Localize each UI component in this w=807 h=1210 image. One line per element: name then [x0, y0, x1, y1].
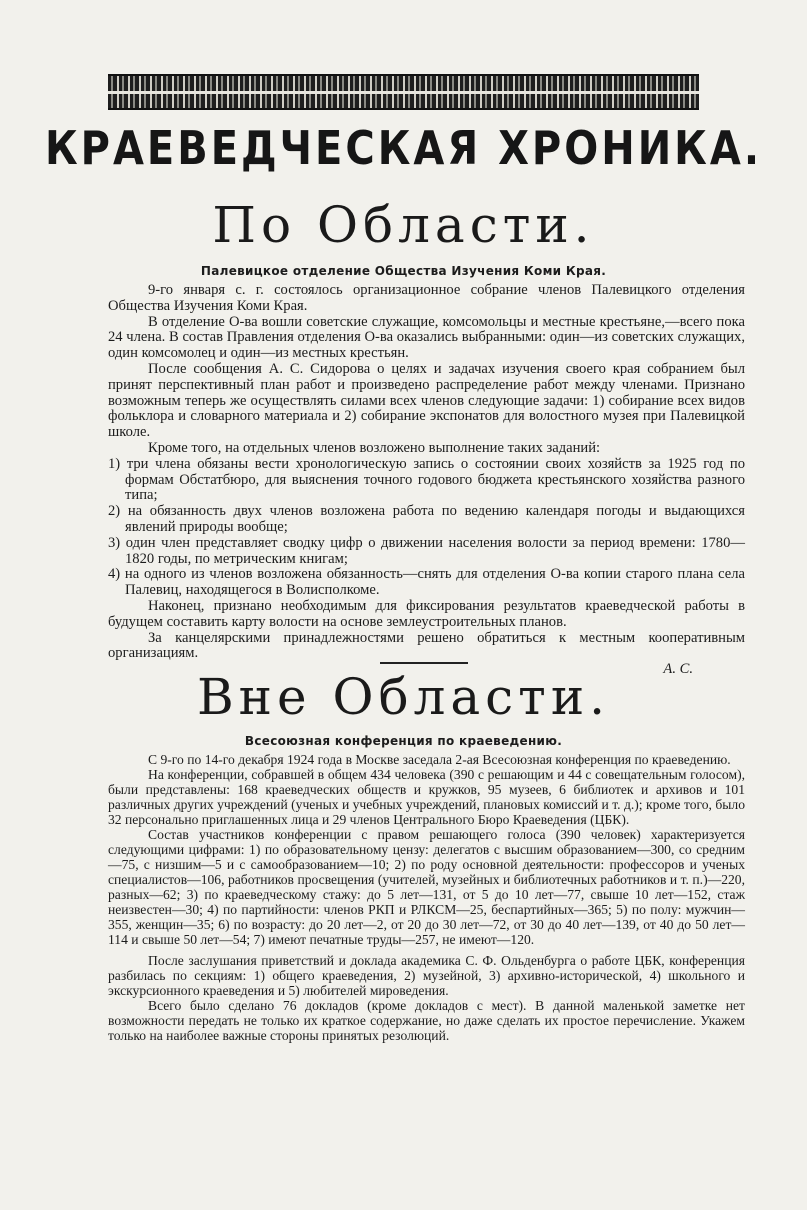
section-title-region: По Области.: [212, 196, 595, 254]
list-item: 2) на обязанность двух членов возложена работа по ведению календаря погоды и выдающихся явлений природы вообще;: [108, 503, 745, 535]
paragraph: После сообщения А. С. Сидорова о целях и задачах изучения своего края собранием был принят перспективный план работ и произведено распределение работ между членами. Признано возможным теперь же осуществлять силами всех членов следующие задачи: 1) собирание всех видов фольклора и словарного материала и 2) собирание экспонатов для волостного музея при Палевицкой школе.: [108, 360, 745, 441]
author-signature: А. С.: [663, 661, 693, 678]
paragraph: В отделение О-ва вошли советские служащие, комсомольцы и местные крестьяне,—всего пока 24 члена. В состав Правления отделения О-ва оказались выбранными: один—из советских служащих, один комсомолец и один—из местных крестьян.: [108, 313, 745, 362]
list-item: 4) на одного из членов возложена обязанность—снять для отделения О-ва копии старого плана села Палевиц, находящегося в Волисполкоме.: [108, 566, 745, 599]
task-list: [108, 457, 745, 599]
section-body-region: [108, 283, 745, 678]
decorative-ornament-border: [108, 74, 699, 110]
paragraph: После заслушания приветствий и доклада академика С. Ф. Ольденбурга о работе ЦБК, конференция разбилась по секциям: 1) общего краеведения, 2) музейной, 3) архивно-исторической, 4) школьного и экскурсионного краеведения и 5) любителей мироведения.: [108, 953, 745, 998]
chronicle-heading: КРАЕВЕДЧЕСКАЯ ХРОНИКА.: [44, 122, 763, 176]
list-item: 1) три члена обязаны вести хронологическую запись о состоянии своих хозяйств за 1925 год по формам Обстатбюро, для выяснения точного годового бюджета крестьянского хозяйства разного типа;: [108, 455, 745, 504]
section-subtitle-palevitsy: Палевицкое отделение Общества Изучения Коми Края.: [200, 264, 607, 278]
paragraph: 9-го января с. г. состоялось организационное собрание членов Палевицкого отделения Общества Изучения Коми Края.: [108, 282, 745, 314]
paragraph: С 9-го по 14-го декабря 1924 года в Москве заседала 2-ая Всесоюзная конференция по краеведению.: [148, 752, 731, 767]
list-item: 3) один член представляет сводку цифр о движении населения волости за период времени: 1780—1820 годы, по метрическим книгам;: [108, 534, 745, 567]
paragraph: Кроме того, на отдельных членов возложено выполнение таких заданий:: [148, 439, 601, 456]
section-subtitle-conference: Всесоюзная конференция по краеведению.: [244, 734, 563, 748]
section-divider: [380, 662, 468, 664]
paragraph: Всего было сделано 76 докладов (кроме докладов с мест). В данной маленькой заметке нет возможности передать не только их краткое содержание, но даже сделать их простое перечисление. Укажем только на наиболее важные стороны принятых резолюций.: [108, 998, 745, 1043]
paragraph: На конференции, собравшей в общем 434 человека (390 с решающим и 44 с совещательным голосом), были представлены: 168 краеведческих обществ и кружков, 95 музеев, 6 библиотек и архивов и 101 различных других учреждений (ученых и учебных учреждений, плановых комиссий и т. д.); кроме того, было 32 персонально приглашенных лица и 29 членов Центрального Бюро Краеведения (ЦБК).: [108, 767, 745, 827]
paragraph: Наконец, признано необходимым для фиксирования результатов краеведческой работы в будущем составить карту волости на основе землеустроительных планов.: [108, 597, 745, 630]
section-body-outside: [108, 752, 745, 1043]
section-title-outside: Вне Области.: [196, 668, 611, 726]
paragraph-final: За канцелярскими принадлежностями решено обратиться к местным кооперативным организациям.: [108, 629, 745, 662]
paragraph: Состав участников конференции с правом решающего голоса (390 человек) характеризуется следующими цифрами: 1) по образовательному цензу: делегатов с высшим образованием—300, со средним—75, с низшим—5 и с самообразованием—10; 2) по роду основной деятельности: профессоров и ученых специалистов—106, работников просвещения (учителей, музейных и библиотечных работников и т. п.)—220, разных—62; 3) по краеведческому стажу: до 5 лет—131, от 5 до 10 лет—77, свыше 10 лет—152, стаж неизвестен—30; 4) по партийности: членов РКП и РЛКСМ—25, беспартийных—365; 5) по полу: мужчин—355, женщин—35; 6) по возрасту: до 20 лет—2, от 20 до 30 лет—72, от 30 до 40 лет—139, от 40 до 50 лет—114 и свыше 50 лет—54; 7) имеют печатные труды—257, не имеют—120.: [108, 827, 745, 947]
